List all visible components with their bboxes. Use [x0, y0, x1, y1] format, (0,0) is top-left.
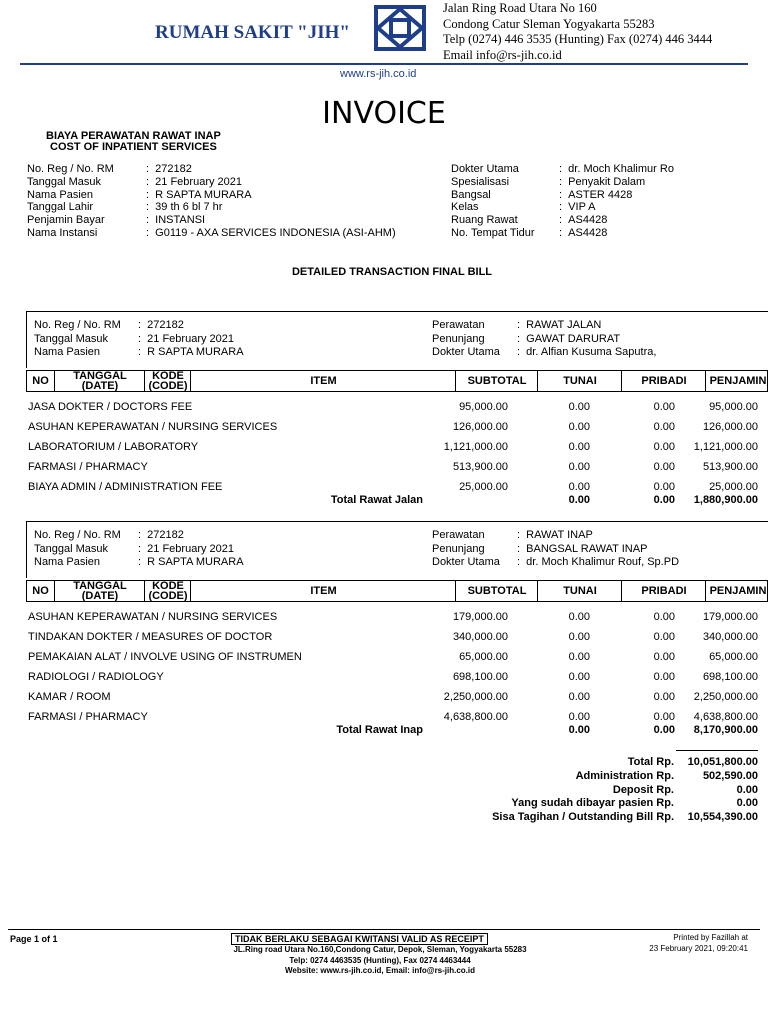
total-pribadi: 0.00	[653, 724, 675, 736]
section-care-values: : RAWAT INAP : BANGSAL RAWAT INAP : dr. Moch Khalimur Rouf, Sp.PD	[517, 529, 680, 568]
info-label: Dokter Utama	[432, 556, 500, 568]
table-row-subtotal: 179,000.00	[452, 611, 508, 623]
table-row-penjamin: 698,100.00	[702, 671, 758, 683]
hospital-logo	[372, 3, 428, 53]
table-row-subtotal: 95,000.00	[459, 401, 508, 413]
footer-address-line: JL.Ring road Utara No.160,Condong Catur, Depok, Sleman, Yogyakarta 55283	[233, 945, 527, 954]
col-pribadi: PRIBADI	[621, 371, 706, 391]
table-row-tunai: 0.00	[568, 461, 590, 473]
info-value: 21 February 2021	[147, 332, 235, 345]
table-row-penjamin: 340,000.00	[702, 631, 758, 643]
summary-labels	[380, 756, 674, 825]
info-value: ASTER 4428	[568, 188, 633, 201]
info-label: No. Tempat Tidur	[451, 226, 535, 239]
table-row-pribadi: 0.00	[653, 611, 675, 623]
section-info-labels	[34, 529, 121, 570]
table-row-tunai: 0.00	[568, 611, 590, 623]
hospital-address	[443, 1, 712, 63]
subtitle-id: BIAYA PERAWATAN RAWAT INAP	[46, 130, 221, 142]
table-row-item: FARMASI / PHARMACY	[28, 711, 148, 723]
table-row-subtotal: 65,000.00	[459, 651, 508, 663]
table-row-pribadi: 0.00	[653, 421, 675, 433]
table-row-pribadi: 0.00	[653, 671, 675, 683]
info-value: INSTANSI	[155, 214, 206, 227]
section-border	[26, 521, 768, 522]
table-row-subtotal: 25,000.00	[459, 481, 508, 493]
table-row-pribadi: 0.00	[653, 631, 675, 643]
page-number: Page 1 of 1	[10, 934, 58, 944]
summary-divider	[676, 750, 758, 751]
header-divider	[20, 63, 748, 65]
hospital-name: RUMAH SAKIT "JIH"	[155, 22, 350, 43]
info-label: No. Reg / No. RM	[27, 163, 114, 175]
summary-total-value: 10,051,800.00	[687, 756, 758, 768]
table-row-penjamin: 65,000.00	[709, 651, 758, 663]
doctor-info-values: : dr. Moch Khalimur Ro : Penyakit Dalam : ASTER 4428 : VIP A : AS4428 : AS4428	[559, 163, 674, 239]
info-label: Nama Pasien	[34, 556, 101, 568]
section-care-values: : RAWAT JALAN : GAWAT DARURAT : dr. Alfian Kusuma Saputra,	[517, 319, 657, 358]
table-row-penjamin: 126,000.00	[702, 421, 758, 433]
table-row-pribadi: 0.00	[653, 481, 675, 493]
info-label: Perawatan	[432, 319, 485, 331]
summary-total-label: Total Rp.	[627, 756, 674, 768]
col-date: TANGGAL (DATE)	[54, 581, 145, 601]
total-penjamin: 1,880,900.00	[693, 494, 758, 506]
table-row-tunai: 0.00	[568, 631, 590, 643]
col-item: ITEM	[190, 371, 456, 391]
table-row-penjamin: 513,900.00	[702, 461, 758, 473]
info-value: RAWAT INAP	[526, 529, 593, 541]
info-value: G0119 - AXA SERVICES INDONESIA (ASI-AHM)	[155, 226, 396, 239]
summary-paid-label: Yang sudah dibayar pasien Rp.	[511, 797, 674, 810]
info-value: 272182	[147, 529, 184, 541]
table-row-tunai: 0.00	[568, 711, 590, 723]
info-value: AS4428	[568, 226, 608, 239]
info-label: Tanggal Masuk	[27, 175, 101, 188]
printed-at: 23 February 2021, 09:20:41	[649, 943, 748, 953]
info-value: R SAPTA MURARA	[147, 556, 244, 568]
table-row-pribadi: 0.00	[653, 691, 675, 703]
receipt-notice: TIDAK BERLAKU SEBAGAI KWITANSI VALID AS RECEIPT	[231, 933, 488, 945]
table-row-item: TINDAKAN DOKTER / MEASURES OF DOCTOR	[28, 631, 273, 643]
info-value: dr. Alfian Kusuma Saputra,	[526, 346, 657, 358]
footer-phone-line: Telp: 0274 4463535 (Hunting), Fax 0274 4463444	[289, 955, 471, 965]
info-label: No. Reg / No. RM	[34, 529, 121, 541]
info-label: Kelas	[451, 201, 479, 214]
info-label: Dokter Utama	[451, 163, 519, 175]
info-value: AS4428	[568, 214, 608, 227]
section-info-labels	[34, 319, 121, 360]
table-row-tunai: 0.00	[568, 441, 590, 453]
table-row-tunai: 0.00	[568, 401, 590, 413]
summary-paid-value: 0.00	[736, 797, 758, 810]
table-row-subtotal: 698,100.00	[452, 671, 508, 683]
col-pribadi: PRIBADI	[621, 581, 706, 601]
total-tunai: 0.00	[568, 494, 590, 506]
table-row-penjamin: 1,121,000.00	[693, 441, 758, 453]
table-row-pribadi: 0.00	[653, 441, 675, 453]
table-row-item: FARMASI / PHARMACY	[28, 461, 148, 473]
total-label: Total Rawat Inap	[336, 724, 423, 736]
patient-info-labels	[27, 163, 114, 240]
table-row-pribadi: 0.00	[653, 711, 675, 723]
info-label: Tanggal Masuk	[34, 332, 108, 345]
table-row-pribadi: 0.00	[653, 651, 675, 663]
col-tunai: TUNAI	[537, 581, 622, 601]
section-info-values: : 272182 : 21 February 2021 : R SAPTA MURARA	[138, 319, 244, 358]
summary-deposit-label: Deposit Rp.	[612, 783, 674, 796]
phone-line: Telp (0274) 446 3535 (Hunting) Fax (0274) 446 3444	[443, 32, 713, 46]
info-label: Penunjang	[432, 332, 485, 345]
table-row-subtotal: 1,121,000.00	[443, 441, 508, 453]
table-row-item: PEMAKAIAN ALAT / INVOLVE USING OF INSTRUMEN	[28, 651, 302, 663]
total-tunai: 0.00	[568, 724, 590, 736]
summary-deposit-value: 0.00	[736, 783, 758, 796]
table-row-item: BIAYA ADMIN / ADMINISTRATION FEE	[28, 481, 223, 493]
info-value: Penyakit Dalam	[568, 175, 646, 188]
col-date: TANGGAL (DATE)	[54, 371, 145, 391]
table-row-penjamin: 2,250,000.00	[693, 691, 758, 703]
table-row-subtotal: 2,250,000.00	[443, 691, 508, 703]
summary-values	[668, 756, 758, 825]
table-row-pribadi: 0.00	[653, 401, 675, 413]
info-value: 21 February 2021	[147, 542, 235, 555]
section-border	[26, 311, 768, 312]
footer-address	[180, 945, 580, 977]
summary-outstanding-label: Sisa Tagihan / Outstanding Bill Rp.	[492, 811, 674, 824]
col-tunai: TUNAI	[537, 371, 622, 391]
info-label: Penunjang	[432, 542, 485, 555]
table-row-subtotal: 4,638,800.00	[443, 711, 508, 723]
summary-outstanding-value: 10,554,390.00	[687, 811, 758, 824]
table-row-penjamin: 25,000.00	[709, 481, 758, 493]
info-value: GAWAT DARURAT	[526, 332, 621, 345]
printed-info	[560, 933, 748, 954]
table-row-item: ASUHAN KEPERAWATAN / NURSING SERVICES	[28, 421, 278, 433]
info-value: R SAPTA MURARA	[147, 346, 244, 358]
total-pribadi: 0.00	[653, 494, 675, 506]
col-subtotal: SUBTOTAL	[455, 371, 538, 391]
patient-info-values: : 272182 : 21 February 2021 : R SAPTA MURARA : 39 th 6 bl 7 hr : INSTANSI : G0119 - AXA SERVICES INDONESIA (ASI-AHM)	[146, 163, 396, 239]
info-value: VIP A	[568, 201, 596, 214]
info-value: dr. Moch Khalimur Ro	[568, 163, 674, 175]
col-no: NO	[32, 585, 49, 597]
table-row-item: KAMAR / ROOM	[28, 691, 111, 703]
table-row-tunai: 0.00	[568, 421, 590, 433]
table-row-tunai: 0.00	[568, 651, 590, 663]
section-border	[26, 311, 27, 368]
address-line: Condong Catur Sleman Yogyakarta 55283	[443, 16, 655, 31]
col-subtotal: SUBTOTAL	[455, 581, 538, 601]
info-value: BANGSAL RAWAT INAP	[526, 542, 648, 555]
table-row-subtotal: 340,000.00	[452, 631, 508, 643]
info-label: No. Reg / No. RM	[34, 319, 121, 331]
info-value: dr. Moch Khalimur Rouf, Sp.PD	[526, 556, 680, 568]
info-value: RAWAT JALAN	[526, 319, 602, 331]
table-row-tunai: 0.00	[568, 481, 590, 493]
detail-title: DETAILED TRANSACTION FINAL BILL	[291, 266, 493, 278]
address-line: Jalan Ring Road Utara No 160	[443, 1, 597, 15]
col-penjamin: PENJAMIN	[705, 371, 768, 391]
table-row-penjamin: 4,638,800.00	[693, 711, 758, 723]
table-row-subtotal: 126,000.00	[452, 421, 508, 433]
info-label: Nama Instansi	[27, 226, 98, 239]
section-care-labels	[432, 529, 500, 570]
col-penjamin: PENJAMIN	[705, 581, 768, 601]
summary-admin-label: Administration Rp.	[575, 769, 674, 782]
info-label: Bangsal	[451, 188, 491, 201]
subtitle-en: COST OF INPATIENT SERVICES	[50, 141, 217, 153]
total-penjamin: 8,170,900.00	[693, 724, 758, 736]
col-code: KODE (CODE)	[144, 371, 191, 391]
info-label: Dokter Utama	[432, 346, 500, 358]
doctor-info-labels	[451, 163, 535, 240]
printed-by: Printed by Fazillah at	[673, 933, 748, 942]
info-label: Nama Pasien	[27, 188, 94, 201]
table-row-penjamin: 95,000.00	[709, 401, 758, 413]
table-row-item: ASUHAN KEPERAWATAN / NURSING SERVICES	[28, 611, 278, 623]
table-header	[26, 370, 768, 392]
info-label: Penjamin Bayar	[27, 214, 105, 227]
info-label: Perawatan	[432, 529, 485, 541]
info-value: 272182	[155, 163, 192, 175]
info-value: 21 February 2021	[155, 175, 243, 188]
info-value: 39 th 6 bl 7 hr	[155, 201, 223, 214]
website-link[interactable]: www.rs-jih.co.id	[340, 68, 417, 80]
info-label: Spesialisasi	[451, 175, 510, 188]
summary-admin-value: 502,590.00	[702, 769, 758, 782]
info-label: Nama Pasien	[34, 346, 101, 358]
info-label: Ruang Rawat	[451, 214, 518, 227]
invoice-title: INVOICE	[322, 96, 446, 131]
table-row-pribadi: 0.00	[653, 461, 675, 473]
table-row-item: JASA DOKTER / DOCTORS FEE	[28, 401, 193, 413]
table-row-tunai: 0.00	[568, 691, 590, 703]
info-value: R SAPTA MURARA	[155, 188, 252, 201]
section-care-labels	[432, 319, 500, 360]
table-header	[26, 580, 768, 602]
table-row-item: RADIOLOGI / RADIOLOGY	[28, 671, 164, 683]
info-value: 272182	[147, 319, 184, 331]
table-row-tunai: 0.00	[568, 671, 590, 683]
info-label: Tanggal Masuk	[34, 542, 108, 555]
email-line: Email info@rs-jih.co.id	[443, 47, 562, 62]
col-item: ITEM	[190, 581, 456, 601]
col-code: KODE (CODE)	[144, 581, 191, 601]
total-label: Total Rawat Jalan	[330, 494, 423, 506]
col-no: NO	[32, 375, 49, 387]
section-info-values: : 272182 : 21 February 2021 : R SAPTA MURARA	[138, 529, 244, 568]
footer-divider	[8, 929, 760, 930]
table-row-penjamin: 179,000.00	[702, 611, 758, 623]
table-row-subtotal: 513,900.00	[452, 461, 508, 473]
footer-web-line: Website: www.rs-jih.co.id, Email: info@rs-jih.co.id	[284, 966, 476, 975]
section-border	[26, 521, 27, 578]
info-label: Tanggal Lahir	[27, 201, 94, 214]
table-row-item: LABORATORIUM / LABORATORY	[28, 441, 199, 453]
